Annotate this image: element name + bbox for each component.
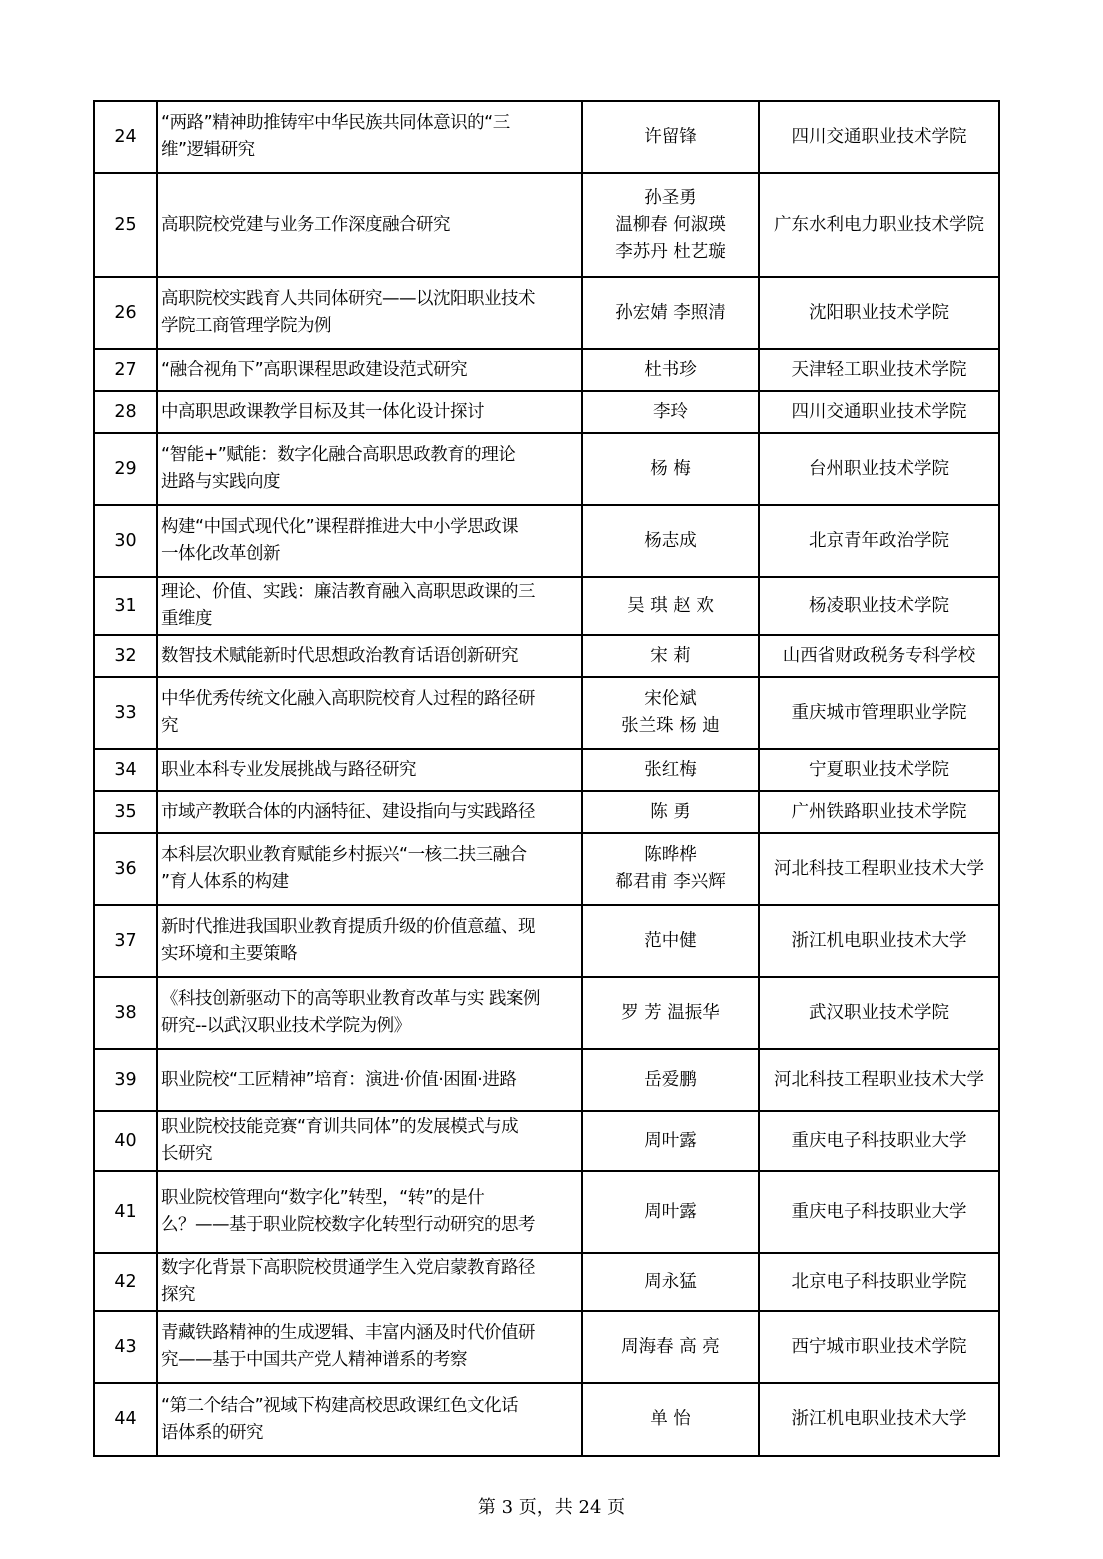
authors: 杜书珍 [582, 349, 759, 391]
project-title: “智能+”赋能：数字化融合高职思政教育的理论 进路与实践向度 [157, 433, 582, 505]
project-title: “两路”精神助推铸牢中华民族共同体意识的“三 维”逻辑研究 [157, 101, 582, 173]
table-row [94, 905, 999, 977]
table-row [94, 1253, 999, 1311]
project-title: 数智技术赋能新时代思想政治教育话语创新研究 [157, 635, 582, 677]
row-number: 36 [94, 833, 157, 905]
row-number: 25 [94, 173, 157, 277]
project-title: “融合视角下”高职课程思政建设范式研究 [157, 349, 582, 391]
project-title: 本科层次职业教育赋能乡村振兴“一核二扶三融合 ”育人体系的构建 [157, 833, 582, 905]
project-list-table [93, 100, 1000, 1457]
project-title: 新时代推进我国职业教育提质升级的价值意蕴、现 实环境和主要策略 [157, 905, 582, 977]
table-row [94, 433, 999, 505]
institution: 天津轻工职业技术学院 [759, 349, 999, 391]
institution: 重庆电子科技职业大学 [759, 1171, 999, 1253]
institution: 河北科技工程职业技术大学 [759, 1049, 999, 1111]
authors: 陈晔桦 郗君甫 李兴辉 [582, 833, 759, 905]
project-title: 职业院校技能竞赛“育训共同体”的发展模式与成 长研究 [157, 1111, 582, 1171]
project-title: 职业本科专业发展挑战与路径研究 [157, 749, 582, 791]
institution: 重庆电子科技职业大学 [759, 1111, 999, 1171]
table-row [94, 677, 999, 749]
project-title: 《科技创新驱动下的高等职业教育改革与实 践案例 研究--以武汉职业技术学院为例》 [157, 977, 582, 1049]
authors: 宋伦斌 张兰珠 杨 迪 [582, 677, 759, 749]
project-title: 中高职思政课教学目标及其一体化设计探讨 [157, 391, 582, 433]
authors: 宋 莉 [582, 635, 759, 677]
institution: 台州职业技术学院 [759, 433, 999, 505]
institution: 广州铁路职业技术学院 [759, 791, 999, 833]
row-number: 24 [94, 101, 157, 173]
authors: 杨 梅 [582, 433, 759, 505]
authors: 陈 勇 [582, 791, 759, 833]
authors: 许留锋 [582, 101, 759, 173]
authors: 岳爱鹏 [582, 1049, 759, 1111]
row-number: 26 [94, 277, 157, 349]
table-row [94, 101, 999, 173]
authors: 范中健 [582, 905, 759, 977]
row-number: 29 [94, 433, 157, 505]
authors: 周永猛 [582, 1253, 759, 1311]
table-row [94, 1311, 999, 1383]
project-title: 数字化背景下高职院校贯通学生入党启蒙教育路径 探究 [157, 1253, 582, 1311]
project-title: 理论、价值、实践：廉洁教育融入高职思政课的三 重维度 [157, 577, 582, 635]
table-row [94, 391, 999, 433]
institution: 浙江机电职业技术大学 [759, 1383, 999, 1456]
institution: 浙江机电职业技术大学 [759, 905, 999, 977]
table-row [94, 349, 999, 391]
project-title: 中华优秀传统文化融入高职院校育人过程的路径研 究 [157, 677, 582, 749]
row-number: 43 [94, 1311, 157, 1383]
row-number: 33 [94, 677, 157, 749]
row-number: 34 [94, 749, 157, 791]
authors: 单 怡 [582, 1383, 759, 1456]
project-title: 市域产教联合体的内涵特征、建设指向与实践路径 [157, 791, 582, 833]
table-row [94, 833, 999, 905]
institution: 北京青年政治学院 [759, 505, 999, 577]
authors: 李玲 [582, 391, 759, 433]
table-row [94, 173, 999, 277]
authors: 孙宏婧 李照清 [582, 277, 759, 349]
table-row [94, 635, 999, 677]
institution: 河北科技工程职业技术大学 [759, 833, 999, 905]
page-footer: 第 3 页，共 24 页 [477, 1497, 626, 1518]
table-row [94, 791, 999, 833]
authors: 罗 芳 温振华 [582, 977, 759, 1049]
table-row [94, 1111, 999, 1171]
table-row [94, 977, 999, 1049]
row-number: 40 [94, 1111, 157, 1171]
table-row [94, 277, 999, 349]
row-number: 41 [94, 1171, 157, 1253]
table-row [94, 749, 999, 791]
project-title: 职业院校“工匠精神”培育：演进·价值·困囿·进路 [157, 1049, 582, 1111]
authors: 周海春 高 亮 [582, 1311, 759, 1383]
row-number: 39 [94, 1049, 157, 1111]
authors: 吴 琪 赵 欢 [582, 577, 759, 635]
institution: 四川交通职业技术学院 [759, 391, 999, 433]
row-number: 38 [94, 977, 157, 1049]
authors: 周叶露 [582, 1111, 759, 1171]
institution: 北京电子科技职业学院 [759, 1253, 999, 1311]
institution: 山西省财政税务专科学校 [759, 635, 999, 677]
project-title: 高职院校党建与业务工作深度融合研究 [157, 173, 582, 277]
row-number: 42 [94, 1253, 157, 1311]
table-body [94, 101, 999, 1456]
table-row [94, 505, 999, 577]
institution: 杨凌职业技术学院 [759, 577, 999, 635]
institution: 武汉职业技术学院 [759, 977, 999, 1049]
institution: 沈阳职业技术学院 [759, 277, 999, 349]
institution: 宁夏职业技术学院 [759, 749, 999, 791]
row-number: 35 [94, 791, 157, 833]
institution: 广东水利电力职业技术学院 [759, 173, 999, 277]
project-title: 青藏铁路精神的生成逻辑、丰富内涵及时代价值研 究——基于中国共产党人精神谱系的考察 [157, 1311, 582, 1383]
table-row [94, 1171, 999, 1253]
institution: 四川交通职业技术学院 [759, 101, 999, 173]
authors: 杨志成 [582, 505, 759, 577]
authors: 孙圣勇 温柳春 何淑瑛 李苏丹 杜艺璇 [582, 173, 759, 277]
row-number: 28 [94, 391, 157, 433]
row-number: 31 [94, 577, 157, 635]
project-title: 高职院校实践育人共同体研究——以沈阳职业技术 学院工商管理学院为例 [157, 277, 582, 349]
row-number: 27 [94, 349, 157, 391]
row-number: 37 [94, 905, 157, 977]
row-number: 30 [94, 505, 157, 577]
table-row [94, 1383, 999, 1456]
authors: 张红梅 [582, 749, 759, 791]
project-title: 构建“中国式现代化”课程群推进大中小学思政课 一体化改革创新 [157, 505, 582, 577]
table-row [94, 1049, 999, 1111]
row-number: 44 [94, 1383, 157, 1456]
row-number: 32 [94, 635, 157, 677]
table-row [94, 577, 999, 635]
project-title: 职业院校管理向“数字化”转型，“转”的是什 么？——基于职业院校数字化转型行动研究的思考 [157, 1171, 582, 1253]
institution: 西宁城市职业技术学院 [759, 1311, 999, 1383]
institution: 重庆城市管理职业学院 [759, 677, 999, 749]
project-title: “第二个结合”视域下构建高校思政课红色文化话 语体系的研究 [157, 1383, 582, 1456]
authors: 周叶露 [582, 1171, 759, 1253]
